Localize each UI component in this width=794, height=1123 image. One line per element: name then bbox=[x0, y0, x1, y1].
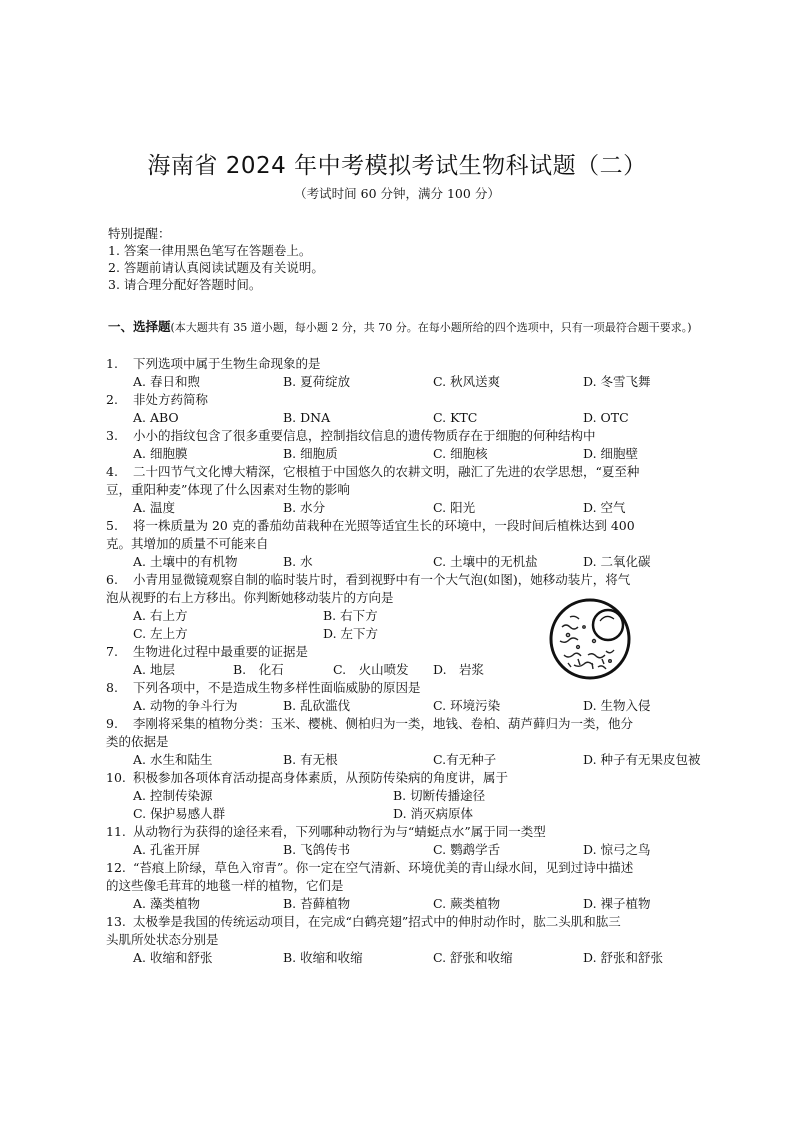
answer-option: B. 飞鸽传书 bbox=[283, 842, 351, 857]
answer-option: B. 乱砍滥伐 bbox=[283, 698, 351, 713]
notice-heading: 特别提醒： bbox=[108, 226, 171, 241]
answer-option: D. 舒张和舒张 bbox=[583, 950, 664, 965]
answer-option: A. 细胞膜 bbox=[133, 446, 188, 461]
option-row bbox=[106, 373, 706, 391]
question-stem: 将一株质量为 20 克的番茄幼苗栽种在光照等适宜生长的环境中，一段时间后植株达到 400 bbox=[133, 518, 635, 533]
option-row bbox=[106, 445, 706, 463]
question-stem-line bbox=[106, 679, 706, 697]
question-number: 9. bbox=[106, 716, 118, 731]
question-stem: 头肌所处状态分别是 bbox=[106, 932, 219, 947]
answer-option: D. 岩浆 bbox=[433, 662, 485, 677]
answer-option: A. 水生和陆生 bbox=[133, 752, 213, 767]
answer-option: A. 右上方 bbox=[133, 608, 188, 623]
question-item bbox=[106, 823, 706, 859]
option-row bbox=[106, 697, 706, 715]
question-stem-line bbox=[106, 463, 706, 481]
answer-option: B. 细胞质 bbox=[283, 446, 338, 461]
option-row bbox=[106, 787, 706, 805]
answer-option: B. 水分 bbox=[283, 500, 326, 515]
answer-option: B. 苔藓植物 bbox=[283, 896, 351, 911]
question-stem: 二十四节气文化博大精深，它根植于中国悠久的农耕文明，融汇了先进的农学思想，“夏至种 bbox=[133, 464, 640, 479]
question-stem-line bbox=[106, 913, 706, 931]
question-stem-line bbox=[106, 769, 706, 787]
answer-option: B. 有无根 bbox=[283, 752, 338, 767]
air-bubble bbox=[593, 610, 623, 640]
answer-option: A. 春日和煦 bbox=[133, 374, 200, 389]
question-stem: 太极拳是我国的传统运动项目，在完成“白鹤亮翅”招式中的伸肘动作时，肱二头肌和肱三 bbox=[133, 914, 621, 929]
question-stem: 下列各项中，不是造成生物多样性面临威胁的原因是 bbox=[133, 680, 421, 695]
question-item bbox=[106, 391, 706, 427]
option-row bbox=[106, 499, 706, 517]
question-item bbox=[106, 427, 706, 463]
answer-option: D. 左下方 bbox=[323, 626, 379, 641]
notice-block bbox=[108, 225, 324, 293]
answer-option: D. 二氧化碳 bbox=[583, 554, 651, 569]
answer-option: C. 火山喷发 bbox=[333, 662, 409, 677]
question-stem-line bbox=[106, 427, 706, 445]
question-item bbox=[106, 715, 706, 769]
question-item bbox=[106, 769, 706, 823]
answer-option: D. 空气 bbox=[583, 500, 626, 515]
question-item bbox=[106, 859, 706, 913]
question-stem: 小小的指纹包含了很多重要信息，控制指纹信息的遗传物质存在于细胞的何种结构中 bbox=[133, 428, 596, 443]
answer-option: C.有无种子 bbox=[433, 752, 497, 767]
question-number: 13. bbox=[106, 914, 126, 929]
answer-option: C. 秋风送爽 bbox=[433, 374, 501, 389]
page-title: 海南省 2024 年中考模拟考试生物科试题（二） bbox=[147, 153, 647, 179]
answer-option: B. 右下方 bbox=[323, 608, 378, 623]
question-stem-line bbox=[106, 391, 706, 409]
option-row bbox=[106, 895, 706, 913]
question-number: 11. bbox=[106, 824, 126, 839]
notice-item: 2. 答题前请认真阅读试题及有关说明。 bbox=[108, 260, 324, 275]
notice-item: 3. 请合理分配好答题时间。 bbox=[108, 277, 262, 292]
answer-option: C. 细胞核 bbox=[433, 446, 488, 461]
answer-option: B. 水 bbox=[283, 554, 313, 569]
exam-info: （考试时间 60 分钟，满分 100 分） bbox=[294, 186, 500, 201]
question-stem-line bbox=[106, 355, 706, 373]
answer-option: C. 蕨类植物 bbox=[433, 896, 501, 911]
question-stem: “苔痕上阶绿，草色入帘青”。你一定在空气清新、环境优美的青山绿水间，见到过诗中描述 bbox=[133, 860, 634, 875]
answer-option: A. 地层 bbox=[133, 662, 175, 677]
answer-option: D. 种子有无果皮包被 bbox=[583, 752, 701, 767]
question-stem-line bbox=[106, 481, 706, 499]
question-stem: 类的依据是 bbox=[106, 734, 169, 749]
question-stem: 的这些像毛茸茸的地毯一样的植物，它们是 bbox=[106, 878, 344, 893]
question-stem: 克。其增加的质量不可能来自 bbox=[106, 536, 269, 551]
question-item bbox=[106, 463, 706, 517]
answer-option: C. 土壤中的无机盐 bbox=[433, 554, 538, 569]
answer-option: B. 夏荷绽放 bbox=[283, 374, 351, 389]
answer-option: D. OTC bbox=[583, 410, 629, 425]
answer-option: D. 生物入侵 bbox=[583, 698, 651, 713]
question-stem-line bbox=[106, 715, 706, 733]
question-stem: 生物进化过程中最重要的证据是 bbox=[133, 644, 309, 659]
question-number: 7. bbox=[106, 644, 118, 659]
question-number: 6. bbox=[106, 572, 118, 587]
question-number: 2. bbox=[106, 392, 118, 407]
microscope-bubble-figure bbox=[548, 597, 632, 681]
option-row bbox=[106, 949, 706, 967]
answer-option: C. 左上方 bbox=[133, 626, 188, 641]
question-stem: 非处方药简称 bbox=[133, 392, 209, 407]
answer-option: A. 土壤中的有机物 bbox=[133, 554, 238, 569]
answer-option: C. 舒张和收缩 bbox=[433, 950, 513, 965]
answer-option: D. 细胞壁 bbox=[583, 446, 639, 461]
question-stem-line bbox=[106, 535, 706, 553]
answer-option: C. 鹦鹉学舌 bbox=[433, 842, 501, 857]
question-stem: 豆，重阳种麦”体现了什么因素对生物的影响 bbox=[106, 482, 350, 497]
question-stem: 小青用显微镜观察自制的临时装片时，看到视野中有一个大气泡(如图)，她移动装片，将气 bbox=[133, 572, 631, 587]
answer-option: D. 惊弓之鸟 bbox=[583, 842, 651, 857]
question-stem: 李刚将采集的植物分类：玉米、樱桃、侧柏归为一类，地钱、卷柏、葫芦藓归为一类，他分 bbox=[133, 716, 634, 731]
option-row bbox=[106, 841, 706, 859]
answer-option: C. KTC bbox=[433, 410, 478, 425]
question-item bbox=[106, 355, 706, 391]
answer-option: D. 裸子植物 bbox=[583, 896, 651, 911]
question-number: 12. bbox=[106, 860, 126, 875]
answer-option: B. 收缩和收缩 bbox=[283, 950, 363, 965]
answer-option: A. 温度 bbox=[133, 500, 175, 515]
answer-option: A. 收缩和舒张 bbox=[133, 950, 213, 965]
question-number: 10. bbox=[106, 770, 126, 785]
option-row bbox=[106, 553, 706, 571]
answer-option: C. 阳光 bbox=[433, 500, 476, 515]
question-item bbox=[106, 913, 706, 967]
answer-option: A. ABO bbox=[133, 410, 179, 425]
option-row bbox=[106, 409, 706, 427]
question-number: 8. bbox=[106, 680, 118, 695]
option-row bbox=[106, 805, 706, 823]
question-item bbox=[106, 679, 706, 715]
answer-option: A. 动物的争斗行为 bbox=[133, 698, 238, 713]
question-stem-line bbox=[106, 931, 706, 949]
answer-option: D. 消灭病原体 bbox=[393, 806, 474, 821]
option-row bbox=[106, 751, 706, 769]
question-stem-line bbox=[106, 733, 706, 751]
answer-option: B. 化石 bbox=[233, 662, 284, 677]
question-number: 5. bbox=[106, 518, 118, 533]
answer-option: A. 控制传染源 bbox=[133, 788, 213, 803]
answer-option: A. 藻类植物 bbox=[133, 896, 200, 911]
section-title: 一、选择题 bbox=[108, 319, 171, 334]
question-stem-line bbox=[106, 823, 706, 841]
question-item bbox=[106, 517, 706, 571]
question-number: 1. bbox=[106, 356, 118, 371]
answer-option: C. 保护易感人群 bbox=[133, 806, 226, 821]
section-heading bbox=[108, 318, 698, 336]
answer-option: B. 切断传播途径 bbox=[393, 788, 486, 803]
question-stem: 积极参加各项体育活动提高身体素质，从预防传染病的角度讲，属于 bbox=[133, 770, 509, 785]
question-stem-line bbox=[106, 571, 706, 589]
question-stem-line bbox=[106, 517, 706, 535]
question-stem-line bbox=[106, 877, 706, 895]
section-description: (本大题共有 35 道小题，每小题 2 分，共 70 分。在每小题所给的四个选项中，只有一项最符合题干要求。) bbox=[170, 321, 692, 334]
answer-option: C. 环境污染 bbox=[433, 698, 501, 713]
answer-option: D. 冬雪飞舞 bbox=[583, 374, 651, 389]
question-stem: 从动物行为获得的途径来看，下列哪种动物行为与“蜻蜓点水”属于同一类型 bbox=[133, 824, 546, 839]
answer-option: A. 孔雀开屏 bbox=[133, 842, 200, 857]
answer-option: B. DNA bbox=[283, 410, 331, 425]
question-number: 3. bbox=[106, 428, 118, 443]
question-stem-line bbox=[106, 859, 706, 877]
notice-item: 1. 答案一律用黑色笔写在答题卷上。 bbox=[108, 243, 312, 258]
question-number: 4. bbox=[106, 464, 118, 479]
question-stem: 泡从视野的右上方移出。你判断她移动装片的方向是 bbox=[106, 590, 394, 605]
question-stem: 下列选项中属于生物生命现象的是 bbox=[133, 356, 321, 371]
